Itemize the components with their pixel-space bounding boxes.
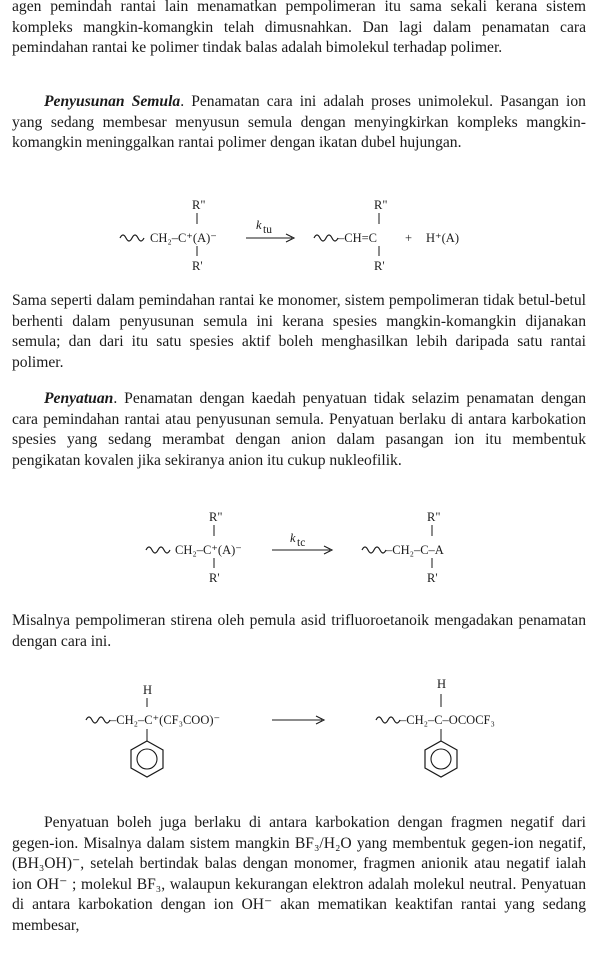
s1-plus: + (405, 231, 413, 245)
reaction-scheme-styrene-termination (0, 676, 600, 786)
s1-right-r-bottom: R' (374, 259, 385, 273)
s2-left-chain: CH₂–C⁺(A)⁻ (175, 543, 242, 557)
polymer-chain-wavy-icon (376, 717, 400, 723)
s1-left-r-bottom: R' (192, 259, 203, 273)
paragraph-3: Sama seperti dalam pemindahan rantai ke monomer, sistem pempolimeran tidak betul-betul berhenti dalam penyusunan semula ini kerana spesies mangkin-komangkin dijanakan semula; dan dari itu satu spesies aktif boleh menghasilkan lebih daripada satu rantai polimer. (12, 292, 586, 371)
polymer-chain-wavy-icon (314, 235, 338, 241)
section-heading-penyusunan-semula: Penyusunan Semula (44, 93, 181, 110)
paragraph-1: agen pemindah rantai lain menamatkan pempolimeran itu sama sekali kerana sistem kompleks mangkin-komangkin telah dimusnahkan. Dan lagi dalam penamatan cara pemindahan rantai ke polimer tindak balas adalah bimolekul terhadap polimer. (12, 0, 586, 56)
reaction-scheme-combination (0, 508, 600, 590)
paragraph-4-body: . Penamatan dengan kaedah penyatuan tidak selazim penamatan dengan cara pemindahan rantai atau penyusunan semula. Penyatuan berlaku di antara karbokation spesies yang sedang merambat dengan anion dalam pasangan ion itu membentuk pengikatan kovalen jika sekiranya anion itu cukup nukleofilik. (12, 390, 586, 469)
s3-left-chain: –CH₂–C⁺(CF₃COO)⁻ (110, 713, 221, 727)
s2-rate-subscript: tc (297, 537, 306, 549)
s3-right-h: H (437, 677, 447, 691)
s2-left-r-top: R" (209, 510, 223, 524)
paragraph-6: Penyatuan boleh juga berlaku di antara karbokation dengan fragmen negatif dari gegen-ion. Misalnya dalam sistem mangkin BF₃/H₂O yang membentuk gegen-ion negatif, (BH₃OH)⁻, setelah bertindak balas dengan monomer, fragmen anionik atau negatif ialah ion OH⁻ ; molekul BF₃, walaupun kekurangan elektron adalah molekul neutral. Penyatuan di antara karbokation dengan ion OH⁻ akan mematikan keaktifan rantai yang sedang membesar, (12, 814, 586, 934)
reaction-scheme-rearrangement (0, 196, 600, 278)
s1-rate-subscript: tu (263, 224, 272, 236)
s3-left-h: H (143, 683, 153, 697)
benzene-ring-icon (425, 741, 457, 777)
s1-right-chain: –CH=C (338, 231, 378, 245)
s1-byproduct: H⁺(A) (426, 231, 459, 245)
polymer-chain-wavy-icon (120, 235, 144, 241)
polymer-chain-wavy-icon (362, 547, 386, 553)
paragraph-penyusunan-semula (12, 92, 586, 154)
paragraph-penyatuan (12, 389, 586, 471)
s1-rate-constant: k (256, 218, 262, 232)
s2-left-r-bottom: R' (209, 571, 220, 585)
s3-right-chain: –CH₂–C–OCOCF₃ (400, 713, 495, 727)
s2-right-r-bottom: R' (427, 571, 438, 585)
s1-right-r-top: R" (374, 198, 388, 212)
paragraph-2-body: . Penamatan cara ini adalah proses unimolekul. Pasangan ion yang sedang membesar menyusun semula dengan menyingkirkan kompleks mangkin-komangkin meninggalkan rantai polimer dengan ikatan dubel hujungan. (12, 93, 586, 151)
section-heading-penyatuan: Penyatuan (44, 390, 114, 407)
paragraph-5: Misalnya pempolimeran stirena oleh pemula asid trifluoroetanoik mengadakan penamatan dengan cara ini. (12, 612, 586, 650)
s2-right-chain: –CH₂–C–A (386, 543, 444, 557)
benzene-ring-icon (131, 741, 163, 777)
s1-left-chain: CH₂–C⁺(A)⁻ (150, 231, 217, 245)
s2-right-r-top: R" (427, 510, 441, 524)
polymer-chain-wavy-icon (86, 717, 110, 723)
polymer-chain-wavy-icon (146, 547, 170, 553)
s2-rate-constant: k (290, 531, 296, 545)
s1-left-r-top: R" (192, 198, 206, 212)
